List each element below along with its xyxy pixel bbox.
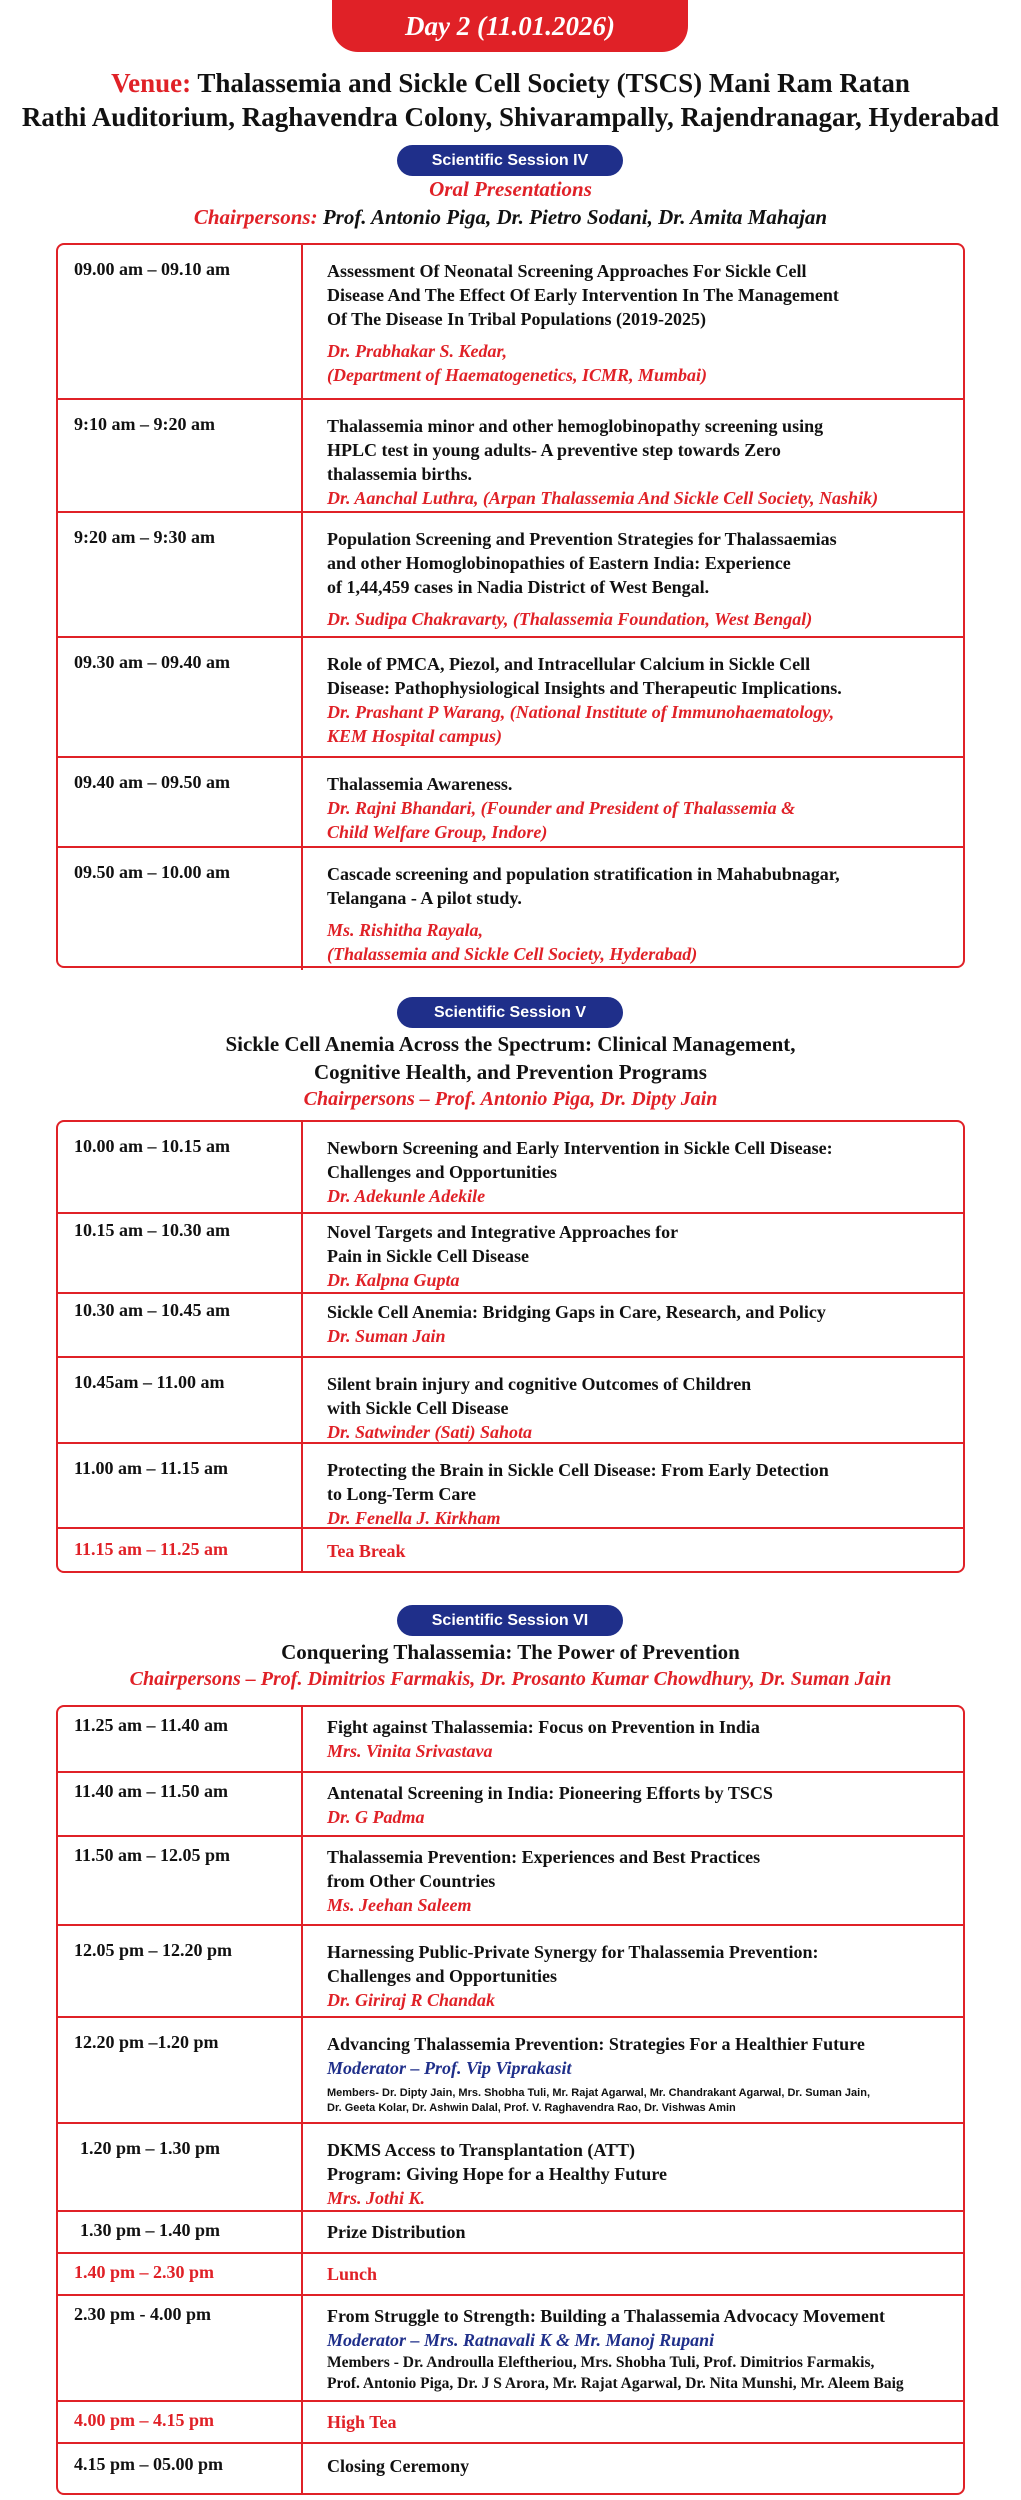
table-row — [58, 756, 963, 846]
table-row — [58, 1924, 963, 2016]
session-iv-badge: Scientific Session IV — [397, 145, 623, 176]
talk-title: From Struggle to Strength: Building a Thalassemia Advocacy Movement — [327, 2306, 885, 2326]
talk-title: Fight against Thalassemia: Focus on Prevention in India — [327, 1717, 760, 1737]
row-time: 2.30 pm - 4.00 pm — [58, 2296, 303, 2400]
table-row — [58, 1356, 963, 1442]
row-time: 10.00 am – 10.15 am — [58, 1122, 303, 1212]
talk-title: Newborn Screening and Early Intervention in Sickle Cell Disease: Challenges and Opportunities — [327, 1138, 833, 1182]
table-row — [58, 1835, 963, 1924]
table-row — [58, 511, 963, 636]
table-row — [58, 1292, 963, 1356]
speaker: Dr. Kalpna Gupta — [327, 1270, 460, 1290]
talk-title: Thalassemia minor and other hemoglobinopathy screening using HPLC test in young adults- A preventive step towards Zero thalassemia births. — [327, 416, 824, 484]
talk-title: DKMS Access to Transplantation (ATT) Program: Giving Hope for a Healthy Future — [327, 2140, 667, 2184]
table-row — [58, 1122, 963, 1212]
table-row — [58, 245, 963, 398]
members: Members- Dr. Dipty Jain, Mrs. Shobha Tuli, Mr. Rajat Agarwal, Mr. Chandrakant Agarwal, Dr. Suman Jain, Dr. Geeta Kolar, Dr. Ashwin Dalal, Prof. V. Raghavendra Rao, Dr. Vishwas Amin — [327, 2087, 870, 2114]
session-vi-table — [56, 1705, 965, 2495]
talk-title: Novel Targets and Integrative Approaches for Pain in Sickle Cell Disease — [327, 1222, 679, 1266]
session-vi-chairs: Chairpersons – Prof. Dimitrios Farmakis, Dr. Prosanto Kumar Chowdhury, Dr. Suman Jain — [129, 1668, 892, 1690]
speaker: Mrs. Vinita Srivastava — [327, 1741, 493, 1761]
row-time: 1.30 pm – 1.40 pm — [58, 2212, 303, 2252]
session-v-chairs: Chairpersons – Prof. Antonio Piga, Dr. Dipty Jain — [303, 1088, 718, 1110]
table-row — [58, 2400, 963, 2442]
venue-label: Venue: — [111, 68, 192, 98]
moderator: Moderator – Mrs. Ratnavali K & Mr. Manoj Rupani — [327, 2330, 715, 2350]
row-time: 4.15 pm – 05.00 pm — [58, 2444, 303, 2494]
moderator: Moderator – Prof. Vip Viprakasit — [327, 2058, 572, 2078]
row-time: 09.30 am – 09.40 am — [58, 638, 303, 756]
talk-title: Prize Distribution — [327, 2222, 466, 2242]
talk-title: Thalassemia Awareness. — [327, 774, 513, 794]
talk-title: Silent brain injury and cognitive Outcomes of Children with Sickle Cell Disease — [327, 1374, 752, 1418]
session-v-title-line-1: Sickle Cell Anemia Across the Spectrum: Clinical Management, — [225, 1032, 796, 1056]
talk-title: Sickle Cell Anemia: Bridging Gaps in Care, Research, and Policy — [327, 1302, 826, 1322]
talk-title: Cascade screening and population stratification in Mahabubnagar, Telangana - A pilot study. — [327, 864, 840, 908]
table-row — [58, 636, 963, 756]
table-row — [58, 1527, 963, 1571]
speaker: Dr. Satwinder (Sati) Sahota — [327, 1422, 533, 1442]
row-time: 10.30 am – 10.45 am — [58, 1294, 303, 1356]
talk-title: Antenatal Screening in India: Pioneering Efforts by TSCS — [327, 1783, 773, 1803]
session-vi-badge: Scientific Session VI — [397, 1605, 623, 1636]
table-row — [58, 2016, 963, 2122]
row-time: 09.00 am – 09.10 am — [58, 245, 303, 398]
talk-title: Tea Break — [327, 1541, 406, 1561]
day-banner: Day 2 (11.01.2026) — [332, 0, 688, 52]
speaker: Ms. Rishitha Rayala, (Thalassemia and Sickle Cell Society, Hyderabad) — [327, 920, 698, 964]
session-iv-table — [56, 243, 965, 968]
table-row — [58, 2252, 963, 2294]
speaker: Dr. Giriraj R Chandak — [327, 1990, 496, 2010]
table-row — [58, 1442, 963, 1527]
talk-title: Assessment Of Neonatal Screening Approaches For Sickle Cell Disease And The Effect Of Early Intervention In The Management Of The Disease In Tribal Populations (2019-2025) — [327, 261, 839, 329]
speaker: Ms. Jeehan Saleem — [327, 1895, 472, 1915]
talk-title: Population Screening and Prevention Strategies for Thalassaemias and other Homoglobinopathies of Eastern India: Experience of 1,44,459 cases in Nadia District of West Bengal. — [327, 529, 837, 597]
row-time: 11.40 am – 11.50 am — [58, 1773, 303, 1835]
row-time: 12.20 pm –1.20 pm — [58, 2018, 303, 2122]
talk-title: Harnessing Public-Private Synergy for Thalassemia Prevention: Challenges and Opportunities — [327, 1942, 819, 1986]
row-time: 11.15 am – 11.25 am — [58, 1529, 303, 1571]
row-time: 11.50 am – 12.05 pm — [58, 1837, 303, 1924]
speaker: Dr. Rajni Bhandari, (Founder and President of Thalassemia & Child Welfare Group, Indore) — [327, 798, 796, 842]
row-time: 9:10 am – 9:20 am — [58, 400, 303, 511]
session-v-title — [0, 1030, 1021, 1086]
speaker: Dr. Fenella J. Kirkham — [327, 1508, 501, 1528]
session-v-title-line-2: Cognitive Health, and Prevention Programs — [314, 1060, 707, 1084]
speaker: Dr. Adekunle Adekile — [327, 1186, 486, 1206]
table-row — [58, 2294, 963, 2400]
venue-line-2: Rathi Auditorium, Raghavendra Colony, Shivarampally, Rajendranagar, Hyderabad — [21, 102, 1000, 132]
table-row — [58, 1212, 963, 1292]
talk-title: Protecting the Brain in Sickle Cell Disease: From Early Detection to Long-Term Care — [327, 1460, 829, 1504]
row-time: 1.40 pm – 2.30 pm — [58, 2254, 303, 2294]
session-iv-chairs — [0, 205, 1021, 230]
talk-title: Thalassemia Prevention: Experiences and Best Practices from Other Countries — [327, 1847, 761, 1891]
row-time: 09.40 am – 09.50 am — [58, 758, 303, 846]
chair-label: Chairpersons: — [193, 205, 318, 229]
speaker: Dr. Suman Jain — [327, 1326, 446, 1346]
row-time: 9:20 am – 9:30 am — [58, 513, 303, 636]
row-time: 4.00 pm – 4.15 pm — [58, 2402, 303, 2442]
row-time: 1.20 pm – 1.30 pm — [58, 2124, 303, 2210]
table-row — [58, 2210, 963, 2252]
chair-names: Prof. Antonio Piga, Dr. Pietro Sodani, Dr. Amita Mahajan — [322, 205, 828, 229]
session-v-table — [56, 1120, 965, 1573]
table-row — [58, 2442, 963, 2494]
row-time: 11.25 am – 11.40 am — [58, 1707, 303, 1771]
row-time: 12.05 pm – 12.20 pm — [58, 1926, 303, 2016]
row-time: 11.00 am – 11.15 am — [58, 1444, 303, 1527]
speaker: Dr. Aanchal Luthra, (Arpan Thalassemia And Sickle Cell Society, Nashik) — [327, 488, 879, 508]
talk-title: High Tea — [327, 2412, 397, 2432]
table-row — [58, 398, 963, 511]
session-v-badge: Scientific Session V — [397, 997, 623, 1028]
row-time: 10.15 am – 10.30 am — [58, 1214, 303, 1292]
speaker: Mrs. Jothi K. — [327, 2188, 426, 2208]
row-time: 10.45am – 11.00 am — [58, 1358, 303, 1442]
table-row — [58, 1707, 963, 1771]
session-iv-subtitle: Oral Presentations — [429, 177, 592, 201]
table-row — [58, 846, 963, 970]
members: Members - Dr. Androulla Eleftheriou, Mrs. Shobha Tuli, Prof. Dimitrios Farmakis, Prof. Antonio Piga, Dr. J S Arora, Mr. Rajat Agarwal, Dr. Nita Munshi, Mr. Aleem Baig — [327, 2354, 904, 2392]
talk-title: Advancing Thalassemia Prevention: Strategies For a Healthier Future — [327, 2034, 865, 2054]
venue-line-1: Thalassemia and Sickle Cell Society (TSCS) Mani Ram Ratan — [197, 68, 910, 98]
table-row — [58, 1771, 963, 1835]
talk-title: Lunch — [327, 2264, 378, 2284]
speaker: Dr. Prashant P Warang, (National Institute of Immunohaematology, KEM Hospital campus) — [327, 702, 835, 746]
table-row — [58, 2122, 963, 2210]
speaker: Dr. Prabhakar S. Kedar, (Department of Haematogenetics, ICMR, Mumbai) — [327, 341, 707, 385]
speaker: Dr. G Padma — [327, 1807, 425, 1827]
session-vi-title: Conquering Thalassemia: The Power of Prevention — [281, 1640, 740, 1664]
venue-block — [0, 66, 1021, 134]
talk-title: Role of PMCA, Piezol, and Intracellular Calcium in Sickle Cell Disease: Pathophysiological Insights and Therapeutic Implications. — [327, 654, 842, 698]
speaker: Dr. Sudipa Chakravarty, (Thalassemia Foundation, West Bengal) — [327, 609, 813, 629]
row-time: 09.50 am – 10.00 am — [58, 848, 303, 970]
talk-title: Closing Ceremony — [327, 2456, 470, 2476]
